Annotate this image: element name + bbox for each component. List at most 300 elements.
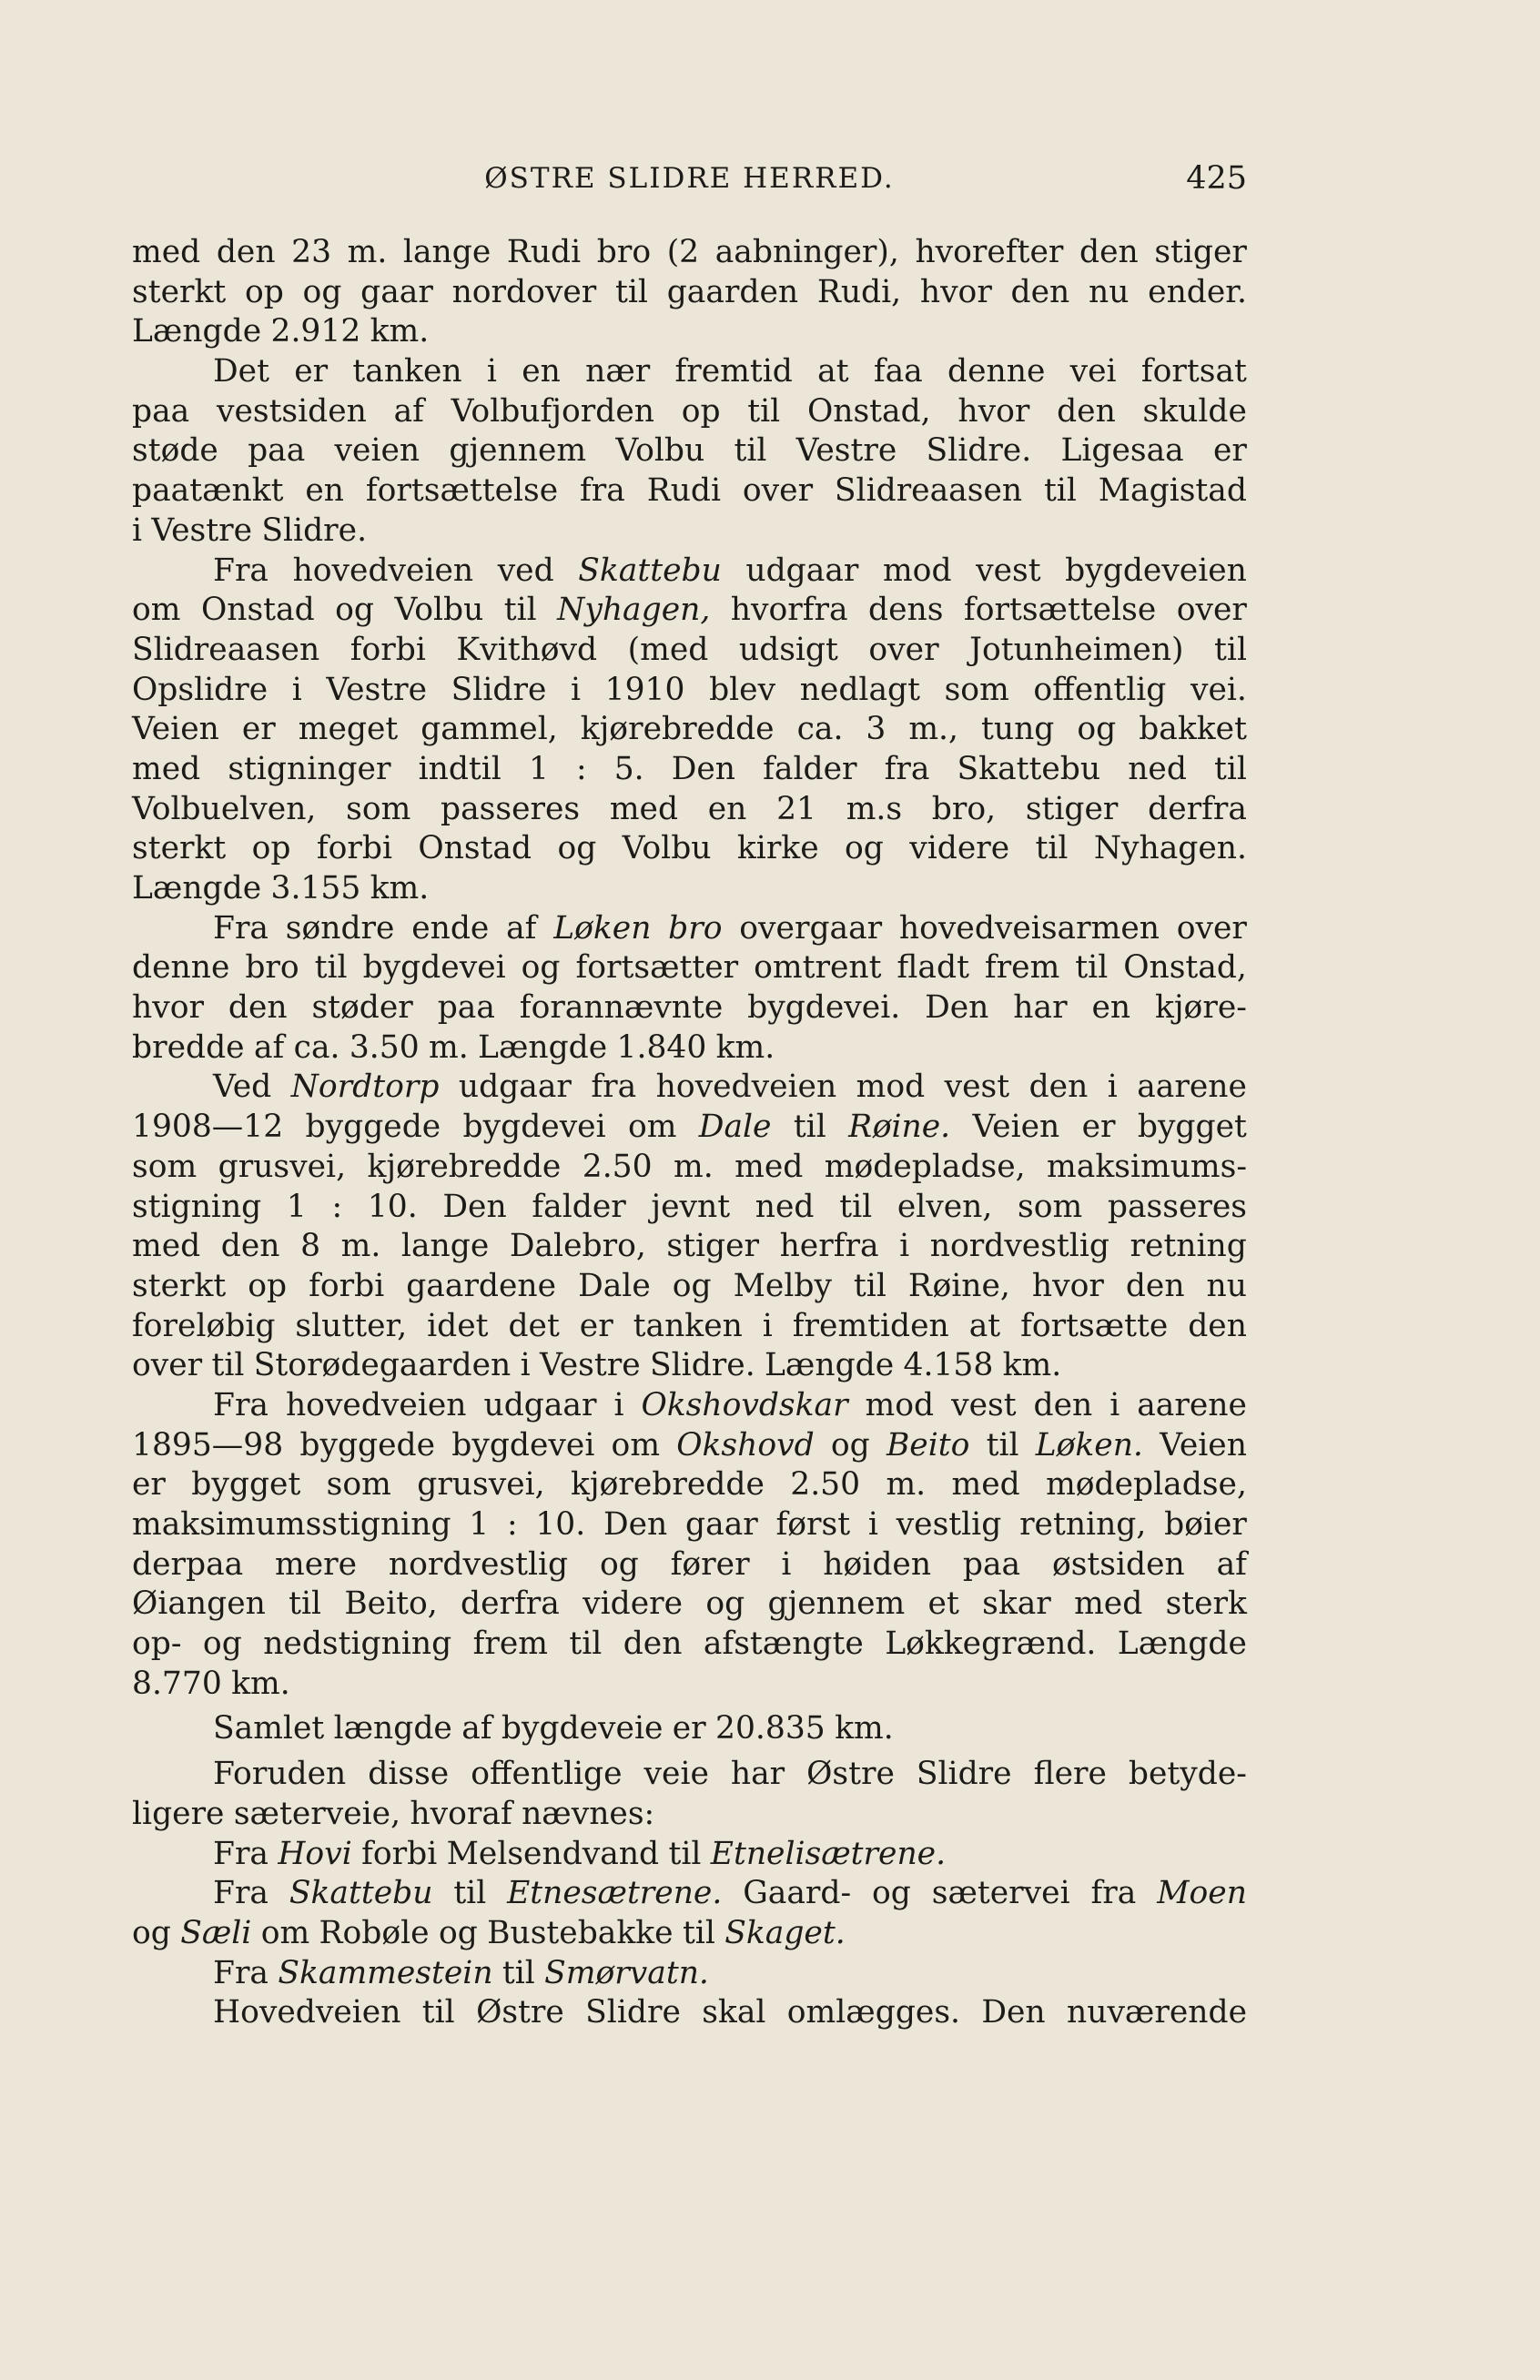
word: mere	[275, 1545, 358, 1583]
word: Robøle	[319, 1914, 430, 1951]
word: Slidre	[585, 1994, 681, 2031]
word: Fra	[213, 1954, 268, 1991]
word: nu	[1089, 273, 1130, 310]
word: disse	[368, 1756, 450, 1793]
word: lange	[402, 234, 491, 270]
text-line	[132, 1505, 1247, 1545]
word: Slidreaasen	[132, 631, 320, 668]
word: Volbuelven,	[132, 790, 317, 827]
word: Fra	[213, 1386, 268, 1423]
word: sterkt	[132, 830, 227, 867]
word: i	[613, 1386, 624, 1423]
text-line	[132, 1307, 1247, 1347]
word: fortsat	[1140, 353, 1247, 390]
word: kjørebredde	[571, 1466, 765, 1504]
word: Vestre	[795, 432, 897, 470]
word: Den	[442, 1188, 507, 1225]
text-line	[132, 1665, 1247, 1705]
text-line	[132, 1346, 1247, 1386]
word: ca.	[293, 1028, 340, 1066]
word: til	[1214, 750, 1247, 787]
word: udsigt	[738, 631, 838, 668]
word: over	[1176, 592, 1247, 629]
word: hvorefter	[915, 234, 1064, 270]
word: den	[1079, 234, 1139, 270]
word: bro	[596, 234, 652, 270]
word: omlægges.	[786, 1994, 960, 2031]
word: med	[132, 1228, 201, 1265]
word: Dale	[698, 1109, 772, 1146]
word: Slidreaasen	[834, 472, 1023, 510]
text-line	[132, 1795, 1247, 1835]
word: stiger	[1154, 234, 1247, 270]
word: bygdevei	[462, 1109, 606, 1146]
word: Det	[213, 353, 269, 390]
word: til	[1043, 472, 1077, 510]
word: bredde	[132, 1028, 245, 1066]
text-line	[132, 1227, 1247, 1267]
text-line	[132, 1148, 1247, 1188]
text-line	[132, 1267, 1247, 1307]
word: Slidre.	[926, 432, 1032, 470]
word: ender.	[1148, 273, 1247, 310]
word: at	[817, 353, 849, 390]
word: hvor	[957, 392, 1030, 430]
word: Bustebakke	[487, 1914, 674, 1951]
word: kirke	[736, 830, 819, 867]
word: Rudi	[506, 234, 582, 270]
body-text	[132, 233, 1247, 2033]
word: 8	[300, 1228, 321, 1265]
word: 1895—98	[132, 1426, 284, 1463]
word: km.	[231, 1665, 290, 1702]
word: Skaget.	[724, 1914, 846, 1951]
word: er	[132, 1466, 166, 1504]
word: den	[1125, 1267, 1185, 1304]
word: Den	[603, 1506, 668, 1543]
word: i	[899, 1228, 910, 1265]
word: sterkt	[132, 273, 227, 310]
word: hvoraf	[410, 1795, 512, 1832]
word: den	[228, 989, 288, 1027]
word: i	[132, 511, 143, 549]
word: 3.155	[270, 870, 361, 906]
word: og	[202, 1625, 242, 1663]
word: bygget	[191, 1466, 301, 1504]
word: m.	[429, 1028, 469, 1066]
word: videre	[583, 1585, 684, 1623]
text-line	[132, 948, 1247, 988]
text-line	[132, 431, 1247, 471]
word: fladt	[897, 949, 969, 987]
word: Længde	[132, 313, 262, 350]
word: Kvithøvd	[456, 631, 598, 668]
word: gaar	[685, 1506, 758, 1543]
text-line	[132, 1625, 1247, 1665]
word: vest	[951, 1386, 1017, 1423]
word: Længde	[478, 1028, 608, 1066]
word: kjøre-	[1154, 989, 1247, 1027]
word: Østre	[476, 1994, 564, 2031]
word: Fra	[213, 1875, 268, 1912]
word: Smørvatn.	[544, 1954, 709, 1991]
word: denne	[132, 949, 230, 987]
word: er	[672, 1710, 706, 1747]
word: nordover	[451, 273, 597, 310]
word: bakket	[1139, 711, 1247, 748]
word: Længde	[132, 870, 262, 906]
word: (2	[666, 234, 700, 270]
word: Rudi,	[816, 273, 902, 310]
word: om	[611, 1426, 661, 1463]
text-line	[132, 392, 1247, 432]
word: Hovi	[278, 1835, 352, 1872]
word: Den	[925, 989, 989, 1027]
word: m.	[886, 1466, 927, 1504]
word: og	[557, 830, 597, 867]
word: Ved	[213, 1068, 272, 1106]
word: af	[506, 909, 537, 947]
word: Volbufjorden	[451, 392, 654, 430]
word: sterk	[1165, 1585, 1247, 1623]
word: nævnes:	[522, 1795, 655, 1832]
word: 3	[866, 711, 887, 748]
word: den	[623, 1625, 683, 1663]
word: stiger	[666, 1228, 759, 1265]
text-line	[132, 233, 1247, 273]
word: 21	[776, 790, 816, 827]
word: 23	[291, 234, 332, 270]
word: Vestre	[326, 671, 428, 708]
word: er	[241, 711, 276, 748]
word: elven,	[897, 1188, 993, 1225]
word: Rudi	[646, 472, 722, 510]
word: Slidre.	[261, 511, 368, 549]
word: til	[682, 1914, 715, 1951]
text-line	[132, 790, 1247, 830]
word: som	[346, 790, 411, 827]
word: aabninger),	[714, 234, 899, 270]
word: paa	[962, 1545, 1021, 1583]
word: paa	[132, 392, 190, 430]
word: Øiangen	[132, 1585, 266, 1623]
word: Etnesætrene.	[507, 1875, 723, 1912]
word: til	[421, 1994, 455, 2031]
word: som	[326, 1466, 391, 1504]
word: til	[839, 1188, 873, 1225]
word: bro,	[931, 790, 997, 827]
word: til	[793, 1109, 826, 1146]
word: indtil	[418, 750, 502, 787]
word: Den	[671, 750, 736, 787]
word: tanken	[352, 353, 462, 390]
word: den	[220, 1228, 280, 1265]
text-line	[132, 1465, 1247, 1505]
word: som	[132, 1148, 198, 1185]
word: km.	[370, 870, 430, 906]
text-line	[132, 1426, 1247, 1466]
word: fremtid	[674, 353, 793, 390]
word: Vestre	[151, 511, 253, 549]
word: det	[508, 1307, 560, 1344]
text-line	[132, 1709, 1247, 1749]
word: derfra	[461, 1585, 560, 1623]
word: Magistad	[1098, 472, 1247, 510]
word: paa	[437, 989, 495, 1027]
word: Nyhagen,	[557, 592, 711, 629]
text-line	[132, 671, 1247, 711]
word: :	[575, 750, 587, 787]
word: faa	[873, 353, 923, 390]
word: om	[627, 1109, 677, 1146]
word: Moen	[1157, 1875, 1247, 1912]
word: hovedveien	[655, 1068, 837, 1106]
word: Sæli	[180, 1914, 252, 1951]
word: vest	[976, 552, 1041, 589]
word: videre	[909, 830, 1010, 867]
word: og	[830, 1426, 870, 1463]
word: med	[951, 1466, 1020, 1504]
word: mødepladse,	[1046, 1466, 1247, 1504]
word: km.	[370, 313, 430, 350]
word: til	[615, 273, 648, 310]
word: støder	[311, 989, 413, 1027]
word: til	[1075, 949, 1109, 987]
word: en	[522, 353, 561, 390]
word: grusvei,	[218, 1148, 347, 1185]
word: Veien	[972, 1109, 1060, 1146]
word: over	[868, 631, 939, 668]
word: blev	[709, 671, 776, 708]
word: sætervei	[931, 1875, 1070, 1912]
word: passeres	[441, 790, 581, 827]
word: den	[1010, 273, 1070, 310]
word: ned	[1128, 750, 1187, 787]
word: maksimums-	[1047, 1148, 1247, 1185]
word: østsiden	[1051, 1545, 1185, 1583]
word: og	[335, 592, 374, 629]
word: Foruden	[213, 1756, 347, 1793]
word: til	[986, 1426, 1019, 1463]
word: mod	[865, 1386, 935, 1423]
text-line	[132, 552, 1247, 592]
word: kjørebredde	[367, 1148, 562, 1185]
word: Slidre	[451, 671, 547, 708]
word: kjørebredde	[580, 711, 775, 748]
word: ca.	[796, 711, 844, 748]
word: Fra	[213, 552, 268, 589]
word: offentlig	[1033, 671, 1167, 708]
word: afstængte	[703, 1625, 864, 1663]
word: er	[579, 1307, 613, 1344]
word: idet	[427, 1307, 489, 1344]
word: Længde	[765, 1347, 895, 1384]
word: gammel,	[420, 711, 558, 748]
word: km.	[1002, 1347, 1062, 1384]
word: Vestre	[540, 1347, 641, 1384]
word: bygdeveie	[501, 1710, 664, 1747]
text-line	[132, 273, 1247, 313]
word: betyde-	[1128, 1756, 1247, 1793]
word: hovedveien	[292, 552, 474, 589]
word: op	[248, 1267, 288, 1304]
word: til	[503, 592, 537, 629]
word: har	[730, 1756, 785, 1793]
word: 3.50	[349, 1028, 420, 1066]
word: nordvestlig	[388, 1545, 569, 1583]
word: i	[486, 353, 497, 390]
word: 1910	[604, 671, 685, 708]
word: Fra	[213, 909, 268, 947]
word: længde	[333, 1710, 452, 1747]
word: passeres	[1107, 1188, 1247, 1225]
word: vest	[944, 1068, 1010, 1106]
word: af	[461, 1710, 492, 1747]
word: Hovedveien	[213, 1994, 401, 2031]
word: frem	[984, 949, 1060, 987]
word: veie	[643, 1756, 709, 1793]
word: mødepladse,	[824, 1148, 1026, 1185]
word: veien	[334, 432, 420, 470]
word: 5.	[613, 750, 644, 787]
word: gjennem	[449, 432, 587, 470]
word: Okshovdskar	[641, 1386, 848, 1423]
word: fortsætter	[575, 949, 739, 987]
word: af	[253, 1028, 285, 1066]
word: fører	[670, 1545, 750, 1583]
word: Længde	[1117, 1625, 1247, 1663]
word: ende	[411, 909, 490, 947]
word: Onstad	[200, 592, 315, 629]
word: Beito,	[344, 1585, 438, 1623]
text-line	[132, 1585, 1247, 1625]
word: Nordtorp	[290, 1068, 440, 1106]
word: bro	[245, 949, 299, 987]
word: og	[872, 1875, 911, 1912]
word: 1	[528, 750, 549, 787]
word: med	[132, 234, 201, 270]
word: 10.	[535, 1506, 586, 1543]
word: 1	[286, 1188, 307, 1225]
text-line	[132, 750, 1247, 790]
word: hvorfra	[730, 592, 848, 629]
word: til	[569, 1625, 603, 1663]
word: og	[672, 1267, 712, 1304]
word: maksimumsstigning	[132, 1506, 451, 1543]
word: Løkkegrænd.	[885, 1625, 1097, 1663]
text-line	[132, 869, 1247, 909]
text-line	[132, 1993, 1247, 2033]
word: fortsættelse	[365, 472, 559, 510]
text-line	[132, 1835, 1247, 1875]
word: byggede	[305, 1109, 441, 1146]
word: bygdevei	[451, 1426, 595, 1463]
word: til	[314, 949, 348, 987]
word: forannævnte	[519, 989, 724, 1027]
word: skal	[702, 1994, 766, 2031]
word: omtrent	[754, 949, 882, 987]
word: op	[251, 830, 291, 867]
word: Slidre.	[650, 1347, 755, 1384]
word: forbi	[350, 631, 426, 668]
word: fremtiden	[792, 1307, 949, 1344]
text-line	[132, 471, 1247, 511]
word: den	[216, 234, 276, 270]
word: som	[1018, 1188, 1083, 1225]
word: et	[927, 1585, 959, 1623]
word: herfra	[779, 1228, 879, 1265]
word: tanken	[633, 1307, 743, 1344]
word: nu	[1206, 1267, 1247, 1304]
word: Onstad,	[806, 392, 931, 430]
word: bro	[668, 909, 723, 947]
word: den	[1028, 1068, 1089, 1106]
word: fra	[580, 472, 625, 510]
word: til	[734, 432, 767, 470]
word: støde	[132, 432, 218, 470]
word: Skattebu	[957, 750, 1101, 787]
word: over	[742, 472, 814, 510]
word: i	[781, 1545, 792, 1583]
word: vei	[1069, 353, 1117, 390]
word: Ligesaa	[1060, 432, 1184, 470]
page-number: 425	[1186, 160, 1247, 197]
word: Gaard-	[743, 1875, 852, 1912]
word: frem	[472, 1625, 548, 1663]
word: 2.50	[790, 1466, 861, 1504]
word: Dale	[578, 1267, 651, 1304]
word: ved	[497, 552, 554, 589]
word: Melsendvand	[446, 1835, 660, 1872]
word: gjennem	[767, 1585, 906, 1623]
word: til	[853, 1267, 887, 1304]
word: og	[845, 830, 884, 867]
word: 1.840	[616, 1028, 707, 1066]
word: denne	[947, 353, 1046, 390]
word: offentlige	[471, 1756, 623, 1793]
word: hvor	[1031, 1267, 1104, 1304]
word: Fra	[213, 1835, 268, 1872]
text-line	[132, 1068, 1247, 1108]
word: i	[520, 1347, 531, 1384]
word: 1	[469, 1506, 490, 1543]
word: m.s	[846, 790, 903, 827]
word: mod	[856, 1068, 926, 1106]
word: Okshovd	[676, 1426, 815, 1463]
word: 2.912	[270, 313, 361, 350]
word: tung	[980, 711, 1055, 748]
word: Røine,	[907, 1267, 1010, 1304]
text-line	[132, 829, 1247, 869]
word: forbi	[309, 1267, 385, 1304]
word: er	[294, 353, 329, 390]
text-line	[132, 1545, 1247, 1585]
word: i	[762, 1307, 773, 1344]
word: jevnt	[651, 1188, 731, 1225]
word: fra	[1090, 1875, 1137, 1912]
word: sterkt	[132, 1267, 227, 1304]
word: nær	[585, 353, 651, 390]
word: aarene	[1137, 1068, 1247, 1106]
word: skar	[982, 1585, 1051, 1623]
text-line	[132, 591, 1247, 631]
word: til	[668, 1835, 702, 1872]
word: nordvestlig	[929, 1228, 1109, 1265]
word: stigning	[132, 1188, 262, 1225]
word: stigninger	[228, 750, 391, 787]
word: dens	[868, 592, 944, 629]
page-header	[132, 157, 1247, 202]
